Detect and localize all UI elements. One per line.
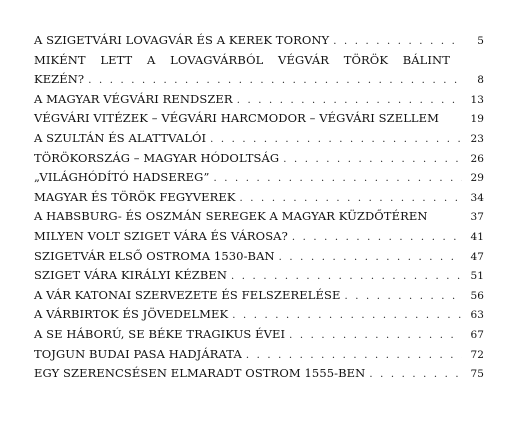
toc-entry[interactable] (34, 90, 484, 110)
toc-entry[interactable] (34, 305, 484, 325)
toc-entry-title: A VÁR KATONAI SZERVEZETE ÉS FELSZERELÉSE (34, 287, 341, 302)
toc-entry[interactable] (34, 149, 484, 169)
toc-entry-page: 5 (477, 35, 484, 47)
dot-leader (231, 267, 462, 287)
toc-entry-page: 8 (477, 74, 484, 87)
toc-entry-page: 41 (470, 230, 484, 243)
dot-leader (344, 287, 462, 307)
toc-entry-title: EGY SZERENCSÉSEN ELMARADT OSTROM 1555-BEN (34, 366, 366, 381)
toc-entry-title: SZIGET VÁRA KIRÁLYI KÉZBEN (34, 268, 228, 283)
toc-entry-page: 23 (470, 132, 484, 145)
toc-entry-title: VÉGVÁRI VITÉZEK – VÉGVÁRI HARCMODOR – VÉGVÁRI SZELLEM (34, 111, 440, 126)
toc-entry-title: TÖRÖKORSZÁG – MAGYAR HÓDOLTSÁG (34, 150, 280, 165)
toc-entry[interactable] (34, 31, 484, 51)
dot-leader (283, 150, 462, 170)
dot-leader (210, 130, 462, 150)
table-of-contents (34, 31, 484, 384)
dot-leader (292, 228, 462, 248)
toc-entry-page: 13 (470, 93, 484, 106)
toc-entry-title: A VÁRBIRTOK ÉS JÖVEDELMEK (34, 307, 229, 322)
toc-entry-page: 34 (470, 191, 484, 204)
toc-entry[interactable] (34, 188, 484, 208)
toc-entry-title: SZIGETVÁR ELSŐ OSTROMA 1530-BAN (34, 248, 275, 263)
toc-entry-title: A HABSBURG- ÉS OSZMÁN SEREGEK A MAGYAR KÜZDŐTÉREN (34, 209, 428, 224)
toc-entry-title: „VILÁGHÓDÍTÓ HADSEREG” (34, 170, 210, 185)
dot-leader (88, 71, 462, 91)
toc-entry-title: MAGYAR ÉS TÖRÖK FEGYVEREK (34, 189, 236, 204)
toc-entry-page: 19 (470, 113, 484, 126)
toc-entry[interactable] (34, 168, 484, 188)
dot-leader (232, 306, 462, 326)
toc-entry-page: 47 (470, 250, 484, 263)
toc-entry[interactable] (34, 51, 484, 90)
toc-entry[interactable] (34, 207, 484, 227)
dot-leader (369, 365, 462, 385)
toc-entry-title: TOJGUN BUDAI PASA HADJÁRATA (34, 346, 242, 361)
toc-entry[interactable] (34, 286, 484, 306)
dot-leader (333, 32, 462, 52)
toc-entry-page: 67 (470, 328, 484, 341)
toc-entry-page: 75 (470, 368, 484, 381)
toc-entry-page: 29 (470, 172, 484, 185)
toc-entry[interactable] (34, 266, 484, 286)
toc-entry[interactable] (34, 109, 484, 129)
toc-entry[interactable] (34, 325, 484, 345)
dot-leader (213, 169, 462, 189)
toc-entry[interactable] (34, 345, 484, 365)
toc-entry-page: 72 (470, 348, 484, 361)
toc-entry[interactable] (34, 227, 484, 247)
toc-entry-page: 51 (470, 270, 484, 283)
toc-entry-page: 56 (470, 289, 484, 302)
toc-entry-title: A SZIGETVÁRI LOVAGVÁR ÉS A KEREK TORONY (34, 33, 330, 47)
dot-leader (240, 189, 462, 209)
toc-entry[interactable] (34, 247, 484, 267)
toc-entry-title: MILYEN VOLT SZIGET VÁRA ÉS VÁROSA? (34, 228, 288, 243)
toc-entry-page: 26 (470, 152, 484, 165)
dot-leader (279, 248, 462, 268)
toc-entry-title: A SZULTÁN ÉS ALATTVALÓI (34, 130, 207, 145)
toc-entry-page: 37 (470, 211, 484, 224)
toc-entry[interactable] (34, 129, 484, 149)
toc-entry-title-continued: KEZÉN? (34, 72, 85, 87)
dot-leader (237, 91, 462, 111)
dot-leader (289, 326, 462, 346)
dot-leader (246, 346, 462, 366)
toc-entry[interactable] (34, 364, 484, 384)
toc-entry-title: MIKÉNT LETT A LOVAGVÁRBÓL VÉGVÁR TÖRÖK BÁLINT (34, 52, 450, 67)
toc-entry-title: A MAGYAR VÉGVÁRI RENDSZER (34, 91, 233, 106)
toc-entry-page: 63 (470, 309, 484, 322)
toc-entry-title: A SE HÁBORÚ, SE BÉKE TRAGIKUS ÉVEI (34, 326, 286, 341)
